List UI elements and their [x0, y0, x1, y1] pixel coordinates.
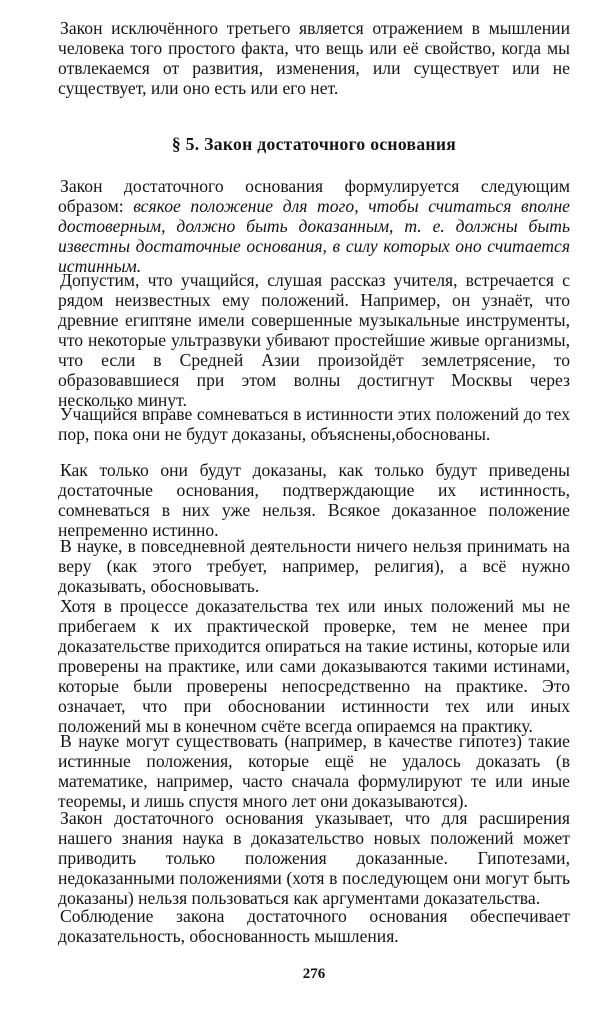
- paragraph-doubt: Учащийся вправе сомневаться в истинности этих положений до тех пор, пока они не будут доказаны, объяснены,обоснованы.: [58, 404, 570, 444]
- paragraph-practice: Хотя в процессе доказательства тех или иных положений мы не прибегаем к их практической проверке, тем не менее при доказательстве приходится опираться на такие истины, которые или проверены на практике, или сами доказываются такими истинами, которые были проверены непосредственно на практике. Это означает, что при обосновании истинности тех или иных положений мы в конечном счёте всегда опираемся на практику.: [58, 596, 570, 736]
- section-heading: § 5. Закон достаточного основания: [171, 134, 457, 154]
- paragraph-observance: Соблюдение закона достаточного основания обеспечивает доказательность, обоснованность мышления.: [58, 906, 570, 946]
- paragraph-proven: Как только они будут доказаны, как только будут приведены достаточные основания, подтверждающие их истинность, сомневаться в них уже нельзя. Всякое доказанное положение непременно истинно.: [58, 460, 570, 540]
- paragraph-law-indicates: Закон достаточного основания указывает, что для расширения нашего знания наука в доказательство новых положений может приводить только положения доказанные. Гипотезами, недоказанными положениями (хотя в последующем они могут быть доказаны) нельзя пользоваться как аргументами доказательства.: [58, 808, 570, 908]
- page-number: 276: [302, 966, 326, 982]
- paragraph-student-example: Допустим, что учащийся, слушая рассказ учителя, встречается с рядом неизвестных ему положений. Например, он узнаёт, что древние египтяне имели совершенные музыкальные инструменты, что некоторые ультразвуки убивают простейшие живые организмы, что если в Средней Азии произойдёт землетрясение, то образовавшиеся при этом волны достигнут Москвы через несколько минут.: [58, 270, 570, 410]
- paragraph-hypotheses: В науке могут существовать (например, в качестве гипотез) такие истинные положения, которые ещё не удалось доказать (в математике, например, часто сначала формулируют те или иные теоремы, и лишь спустя много лет они доказываются).: [58, 731, 570, 811]
- paragraph-excluded-middle: Закон исключённого третьего является отражением в мышлении человека того простого факта, что вещь или её свойство, когда мы отвлекаемся от развития, изменения, или существует или не существует, или оно есть или его нет.: [58, 18, 570, 98]
- paragraph-law-definition: [58, 176, 570, 276]
- paragraph-science-proof: В науке, в повседневной деятельности ничего нельзя принимать на веру (как этого требует, например, религия), а всё нужно доказывать, обосновывать.: [58, 536, 570, 596]
- definition-italic: всякое положение для того, чтобы считаться вполне достоверным, должно быть доказанным, т. е. должны быть известны достаточные основания, в силу которых оно считается истинным.: [58, 196, 570, 276]
- definition-lead: Закон достаточного основания формулируется следующим образом:: [58, 176, 570, 216]
